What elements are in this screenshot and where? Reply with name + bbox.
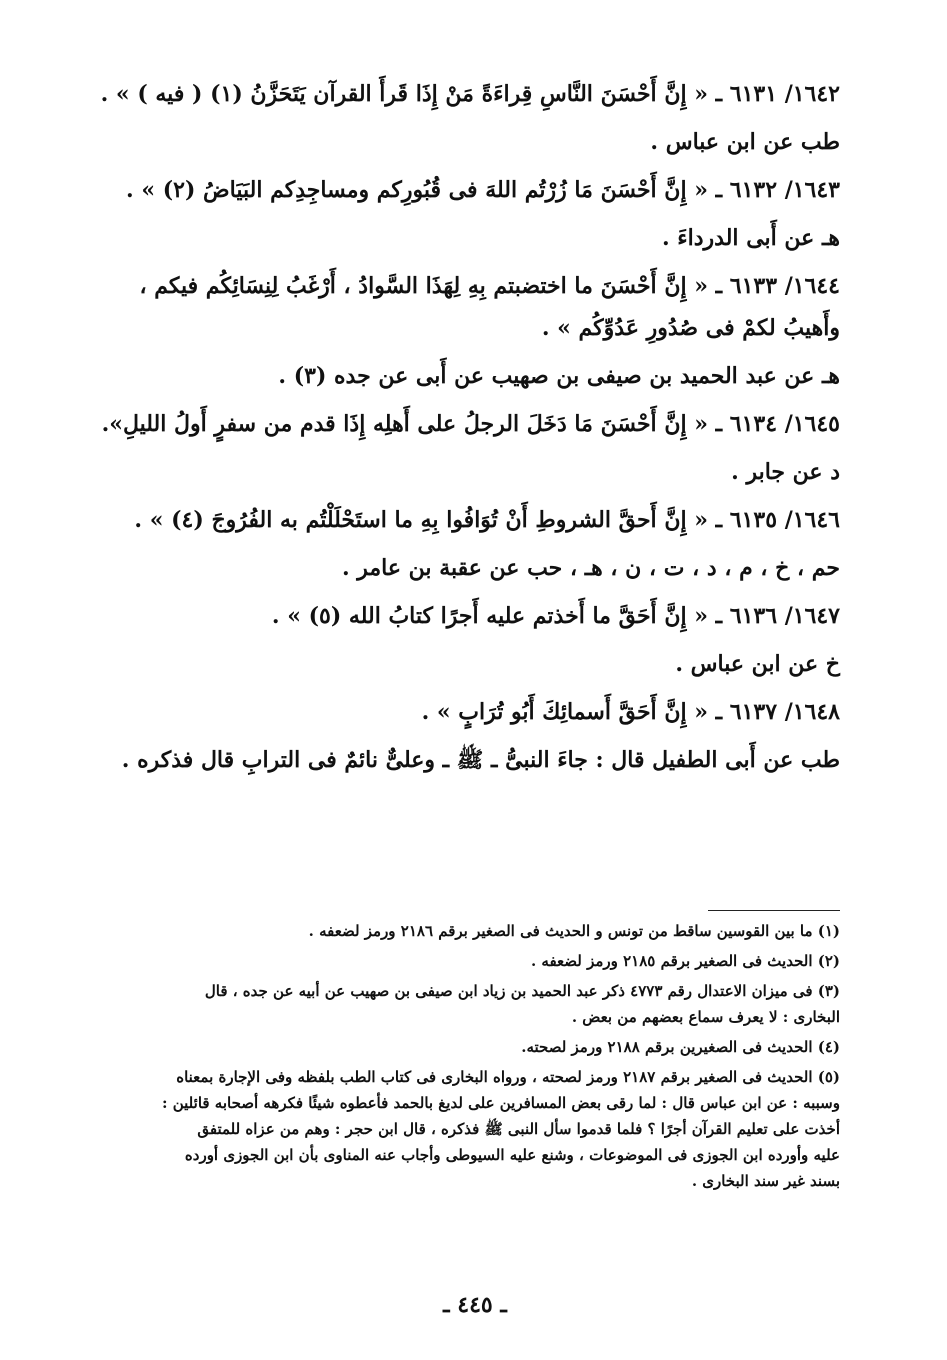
footnote-line: (٥) الحديث فى الصغير برقم ٢١٨٧ ورمز لصحته ، ورواه البخارى فى كتاب الطب بلفظه وفى الإجارة بمعناه xyxy=(176,1068,840,1086)
footnote-3 xyxy=(120,978,840,1030)
hadith-list xyxy=(100,78,840,792)
hadith-entry-1642 xyxy=(100,78,840,110)
hadith-text-line: وأَهيبُ لكمْ فى صُدُورِ عَدُوِّكُم » . xyxy=(541,315,840,341)
footnote-5 xyxy=(120,1064,840,1194)
hadith-source: هـ عن أَبى الدرداءَ . xyxy=(661,225,840,251)
hadith-source: هـ عن عبد الحميد بن صيفى بن صهيب عن أَبى عن جده (٣) . xyxy=(278,363,840,389)
hadith-entry-1643 xyxy=(120,174,840,206)
footnote-separator xyxy=(708,910,840,911)
hadith-text-line: ١٦٤٢/ ٦١٣١ ـ « إِنَّ أَحْسَنَ النَّاسِ قِراءَةً مَنْ إِذَا قَرأَ القرآن يَتَحَزَّنُ (١) ( فيه ) » . xyxy=(100,81,840,107)
hadith-source: حم ، خ ، م ، د ، ت ، ن ، هـ ، حب عن عقبة بن عامر . xyxy=(341,555,840,581)
hadith-entry-1646 xyxy=(120,504,840,536)
hadith-source: طب عن ابن عباس . xyxy=(650,129,840,155)
hadith-entry-1648 xyxy=(120,696,840,728)
footnote-1 xyxy=(120,918,840,944)
hadith-source: طب عن أَبى الطفيل قال : جاءَ النبىُّ ـ ﷺ ـ وعلىٌّ نائمٌ فى الترابِ قال فذكره . xyxy=(121,747,840,773)
hadith-text-line: ١٦٤٣/ ٦١٣٢ ـ « إِنَّ أَحْسَنَ مَا زُرْتُم اللهَ فى قُبُورِكم ومساجِدِكم البَيَاضُ (٢) » . xyxy=(126,177,840,203)
footnote-line: (٣) فى ميزان الاعتدال رقم ٤٧٧٣ ذكر عبد الحميد بن زياد ابن صيفى بن صهيب عن أبيه عن جده ، قال xyxy=(204,982,840,1000)
footnote-line: البخارى : لا يعرف سماع بعضهم من بعض . xyxy=(571,1008,840,1026)
hadith-source: خ عن ابن عباس . xyxy=(675,651,840,677)
footnote-line: عليه وأورده ابن الجوزى فى الموضوعات ، وشنع عليه السيوطى وأجاب عنه المناوى بأن ابن الجوزى أورده xyxy=(184,1146,840,1164)
hadith-text-line: ١٦٤٤/ ٦١٣٣ ـ « إِنَّ أَحْسَنَ ما اختضبتم بِهِ لِهَذَا السَّوادُ ، أَرْغَبُ لِنِسَائِكُم فيكم ، xyxy=(139,273,840,299)
footnote-line: (٢) الحديث فى الصغير برقم ٢١٨٥ ورمز لضعفه . xyxy=(530,952,840,970)
footnote-line: أخذت على تعليم القرآن أجرًا ؟ فلما قدموا سأل النبى ﷺ فذكره ، قال ابن حجر : وهم من عزاه للمتفق xyxy=(197,1120,840,1138)
hadith-text-line: ١٦٤٨/ ٦١٣٧ ـ « إِنَّ أَحَقَّ أَسمائِكَ أَبُو تُرَابٍ » . xyxy=(421,699,840,725)
footnote-line: وسببه : عن ابن عباس قال : لما رقى بعض المسافرين على لديغ بالحمد فأعطوه شيئًا فكرهه أصحابه قائلين : xyxy=(161,1094,840,1112)
footnote-line: بسند غير سند البخارى . xyxy=(691,1172,840,1190)
hadith-source: د عن جابر . xyxy=(731,459,840,485)
hadith-text-line: ١٦٤٥/ ٦١٣٤ ـ « إِنَّ أَحْسَنَ مَا دَخَلَ الرجلُ على أَهلِه إِذَا قدم من سفرٍ أَولُ الليلِ». xyxy=(101,411,840,437)
footnotes xyxy=(120,918,840,1198)
footnote-2 xyxy=(120,948,840,974)
hadith-text-line: ١٦٤٦/ ٦١٣٥ ـ « إِنَّ أَحقَّ الشروطِ أَنْ تُوَافُوا بِهِ ما استَحْلَلْتُم به الفُرُوجَ (٤) » . xyxy=(134,507,840,533)
page-number: ـ ٤٤٥ ـ xyxy=(443,1292,507,1318)
footnote-line: (٤) الحديث فى الصغيرين برقم ٢١٨٨ ورمز لصحته. xyxy=(521,1038,840,1056)
hadith-text-line: ١٦٤٧/ ٦١٣٦ ـ « إِنَّ أَحَقَّ ما أَخذتم عليه أَجرًا كتابُ الله (٥) » . xyxy=(271,603,840,629)
hadith-entry-1647 xyxy=(120,600,840,632)
footnote-4 xyxy=(120,1034,840,1060)
footnote-line: (١) ما بين القوسين ساقط من تونس و الحديث فى الصغير برقم ٢١٨٦ ورمز لضعفه . xyxy=(308,922,840,940)
hadith-entry-1645 xyxy=(101,408,840,440)
hadith-entry-1644 xyxy=(120,270,840,344)
